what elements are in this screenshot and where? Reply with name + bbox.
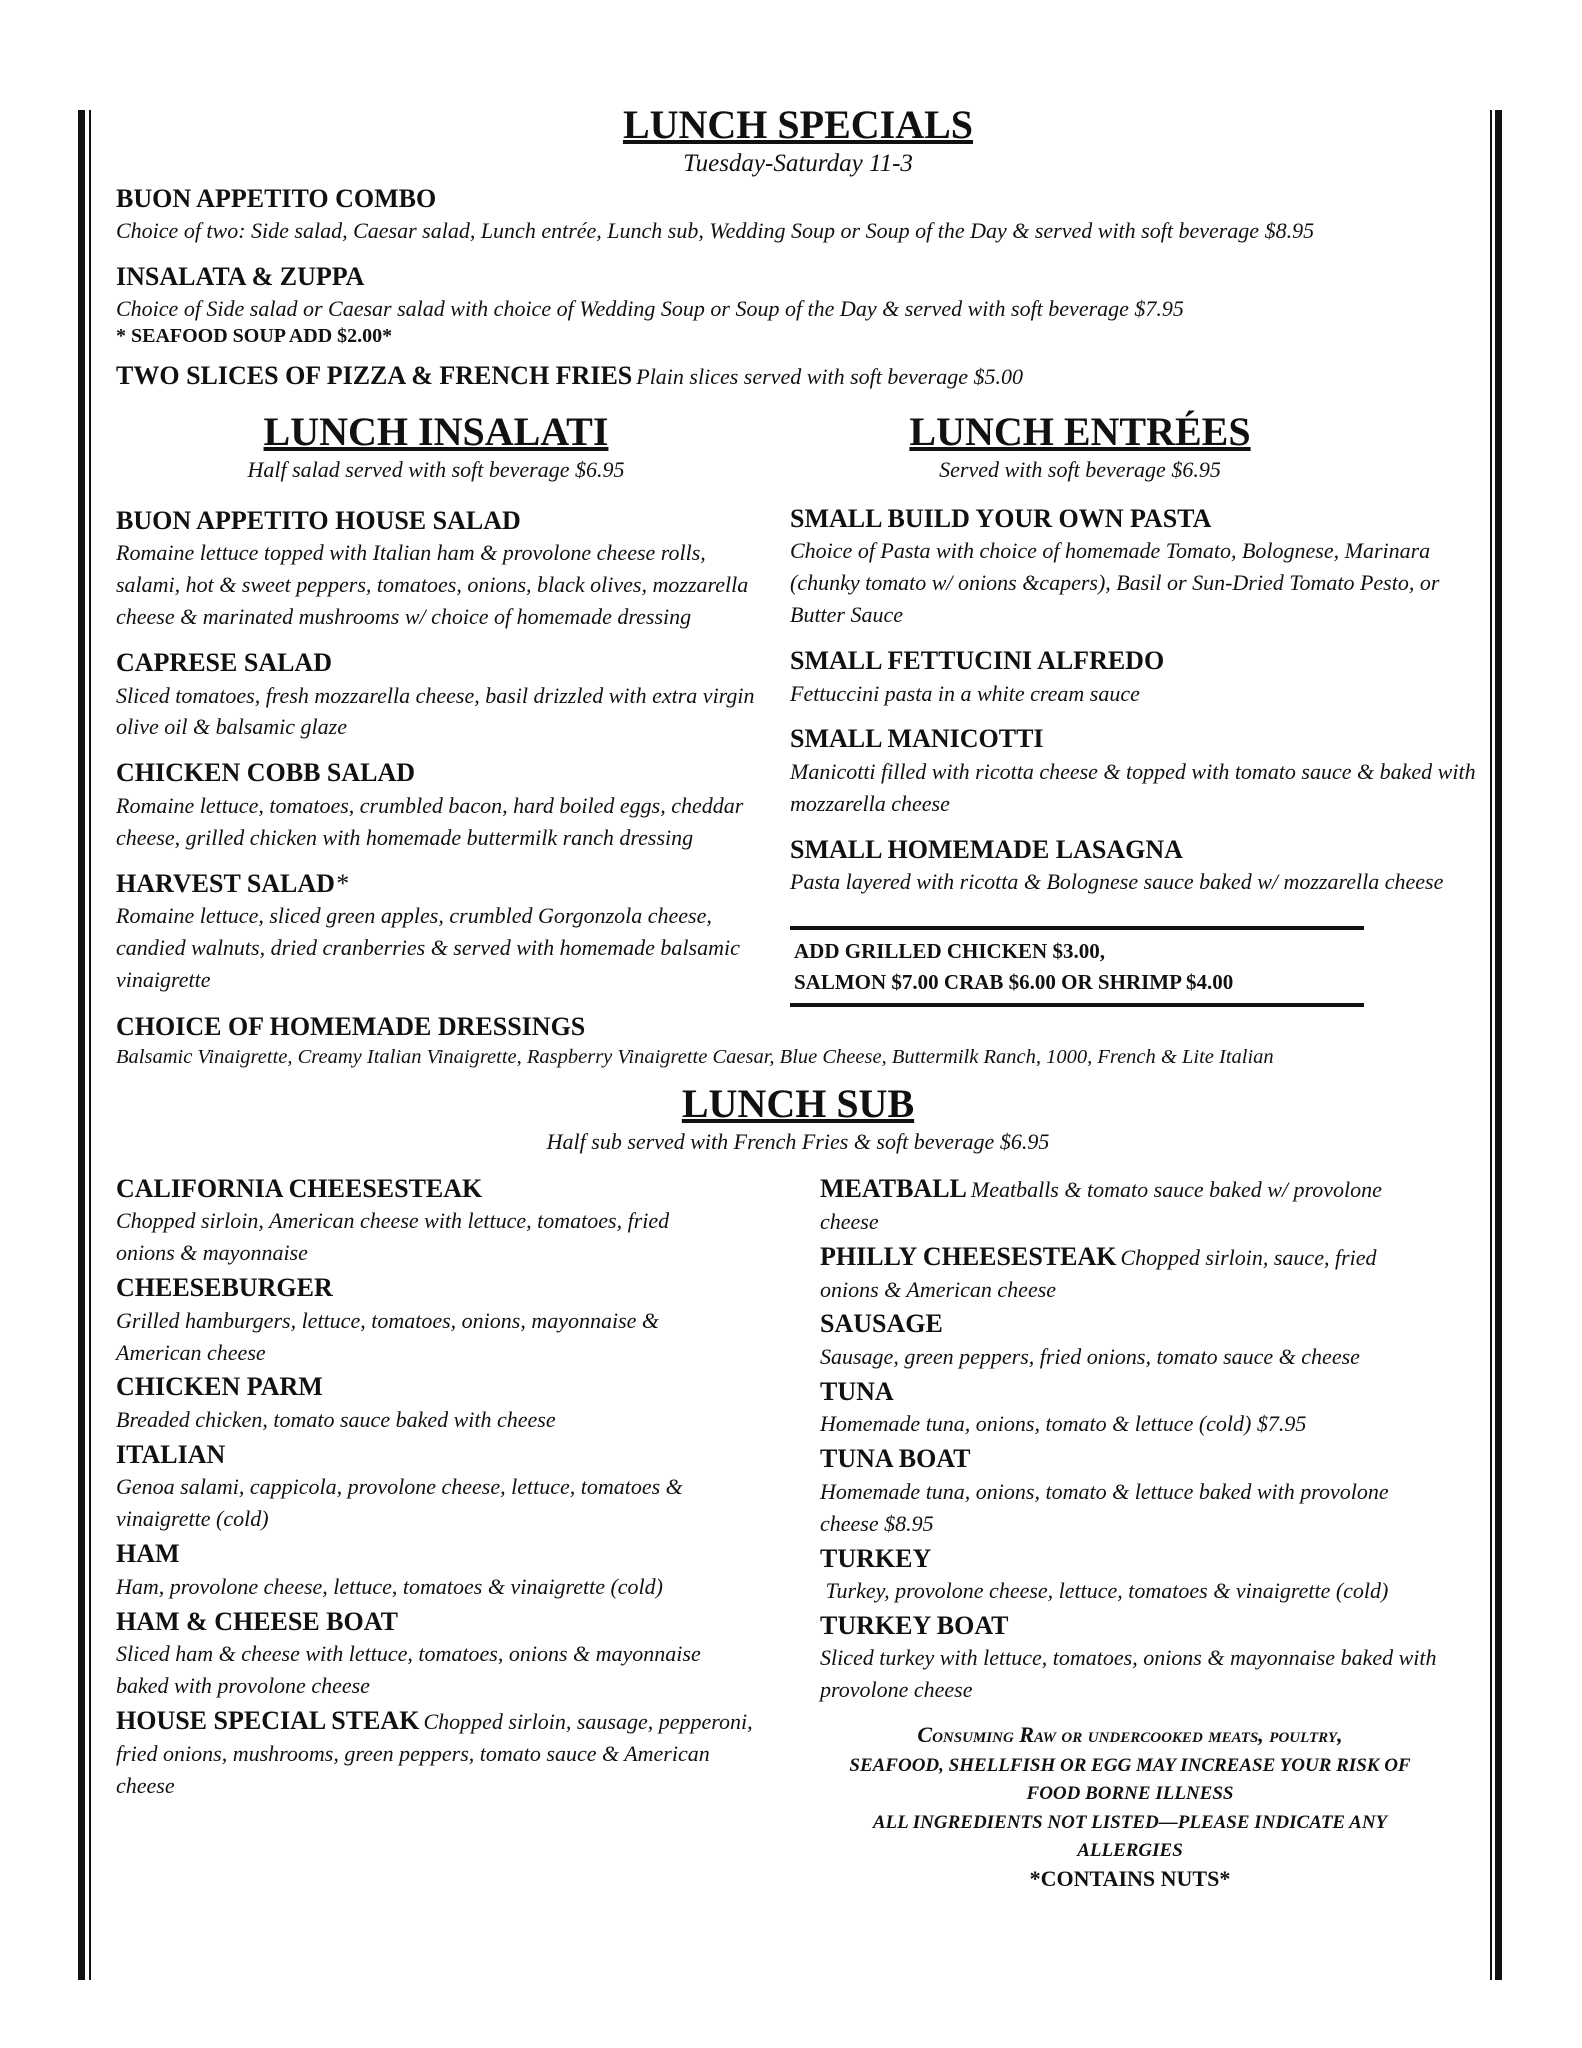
sub-item-title: CHEESEBURGER (116, 1273, 333, 1303)
insalati-item (116, 505, 766, 633)
entree-item-title: SMALL MANICOTTI (790, 724, 1044, 754)
sub-item (820, 1543, 1480, 1607)
insalati-header (116, 409, 756, 485)
entree-item-title: SMALL FETTUCINI ALFREDO (790, 646, 1165, 676)
entrees-subtitle: Served with soft beverage $6.95 (939, 457, 1221, 483)
dressings-section (116, 1011, 1480, 1073)
insalati-title: LUNCH INSALATI (263, 409, 609, 455)
sub-item-desc: Meatballs & tomato sauce baked w/ provolone cheese (820, 1176, 1382, 1234)
sub-item-title: TUNA BOAT (820, 1444, 971, 1474)
sub-item-desc: Breaded chicken, tomato sauce baked with cheese (116, 1406, 556, 1432)
entrees-column (790, 409, 1480, 1007)
notice-line (820, 1718, 1440, 1752)
right-border-thin (1490, 110, 1492, 1980)
insalati-item (116, 868, 766, 996)
sub-item (820, 1173, 1440, 1238)
entrees-title: LUNCH ENTRÉES (909, 409, 1251, 455)
sub-item-title: CHICKEN PARM (116, 1372, 323, 1402)
sub-item (820, 1241, 1440, 1306)
contains-nuts-mark: * (334, 868, 348, 898)
menu-page (116, 102, 1480, 1892)
specials-header (116, 102, 1480, 181)
sub-item-desc: Genoa salami, cappicola, provolone cheese, lettuce, tomatoes & vinaigrette (cold) (116, 1474, 683, 1532)
left-border-thick (78, 110, 85, 1980)
pizza-special (116, 360, 1480, 393)
combo-special (116, 183, 1480, 247)
subs-title: LUNCH SUB (681, 1081, 915, 1127)
sub-item-title: TUNA (820, 1376, 894, 1406)
allergy-notice: ALL INGREDIENTS NOT LISTED—PLEASE INDICATE ANY ALLERGIES (872, 1811, 1388, 1862)
sub-item (116, 1272, 756, 1368)
insalati-item-desc: Romaine lettuce, tomatoes, crumbled bacon, hard boiled eggs, cheddar cheese, grilled chicken with homemade buttermilk ranch dressing (116, 792, 744, 850)
sub-item (116, 1606, 756, 1702)
left-border-thin (89, 110, 91, 1980)
sub-item (116, 1371, 756, 1435)
right-border-thick (1495, 110, 1502, 1980)
entrees-header (790, 409, 1370, 485)
subs-right-column (820, 1173, 1480, 1892)
specials-title: LUNCH SPECIALS (622, 102, 974, 147)
sub-item-title: TURKEY BOAT (820, 1610, 1009, 1640)
notice-line-3: FOOD BORNE ILLNESS (1026, 1783, 1234, 1805)
entree-item (790, 645, 1480, 709)
sub-item-title: HAM & CHEESE BOAT (116, 1606, 398, 1636)
dressings-title: CHOICE OF HOMEMADE DRESSINGS (116, 1011, 586, 1041)
notice-line-2: SEAFOOD, SHELLFISH OR EGG MAY INCREASE YOUR RISK OF (849, 1754, 1411, 1776)
sub-item-title: HAM (116, 1539, 180, 1569)
add-protein-line: SALMON $7.00 CRAB $6.00 OR SHRIMP $4.00 (794, 969, 1234, 994)
subs-subtitle: Half sub served with French Fries & soft beverage $6.95 (546, 1129, 1050, 1155)
insalati-item (116, 647, 766, 743)
sub-item-desc: Sliced turkey with lettuce, tomatoes, onions & mayonnaise baked with provolone cheese (820, 1645, 1437, 1703)
entree-item (790, 723, 1480, 819)
sub-item (820, 1376, 1480, 1440)
insalati-item (116, 757, 766, 853)
entree-item (790, 503, 1480, 631)
sub-item (820, 1610, 1480, 1706)
insalati-item-desc: Romaine lettuce, sliced green apples, crumbled Gorgonzola cheese, candied walnuts, dried cranberries & served with homemade balsamic vinaigrette (116, 903, 740, 992)
insalati-entrees-columns (116, 409, 1480, 1007)
insalata-zuppa-special (116, 261, 1480, 348)
entree-item-desc: Choice of Pasta with choice of homemade Tomato, Bolognese, Marinara (chunky tomato w/ onions &capers), Basil or Sun-Dried Tomato Pesto, or Butter Sauce (790, 538, 1440, 628)
sub-item-desc: Ham, provolone cheese, lettuce, tomatoes & vinaigrette (cold) (116, 1573, 663, 1599)
insalata-zuppa-desc: Choice of Side salad or Caesar salad with choice of Wedding Soup or Soup of the Day & served with soft beverage $7.95 (116, 296, 1184, 322)
sub-item-desc: Chopped sirloin, sauce, fried onions & American cheese (820, 1244, 1377, 1302)
subs-header (116, 1081, 1480, 1157)
insalati-item-title: CHICKEN COBB SALAD (116, 758, 416, 788)
sub-item (116, 1705, 756, 1802)
pizza-desc: Plain slices served with soft beverage $5.00 (636, 364, 1024, 390)
entree-item-title: SMALL HOMEMADE LASAGNA (790, 834, 1183, 864)
insalati-column (116, 409, 766, 1007)
contains-nuts-note: *CONTAINS NUTS* (1029, 1865, 1231, 1891)
sub-item-desc: Homemade tuna, onions, tomato & lettuce (cold) $7.95 (820, 1411, 1307, 1437)
sub-item-title: SAUSAGE (820, 1309, 943, 1339)
sub-item (116, 1173, 756, 1269)
sub-item-desc: Sausage, green peppers, fried onions, tomato sauce & cheese (820, 1343, 1360, 1369)
insalati-item-title: BUON APPETITO HOUSE SALAD (116, 505, 521, 535)
health-notice (820, 1718, 1440, 1892)
sub-item (116, 1439, 756, 1535)
sub-item (116, 1538, 756, 1602)
sub-item-title: PHILLY CHEESESTEAK (820, 1241, 1117, 1271)
sub-item-desc: Chopped sirloin, sausage, pepperoni, fried onions, mushrooms, green peppers, tomato sauce & American cheese (116, 1708, 753, 1798)
seafood-soup-note: * SEAFOOD SOUP ADD $2.00* (116, 325, 393, 348)
insalati-item-desc: Sliced tomatoes, fresh mozzarella cheese, basil drizzled with extra virgin olive oil & balsamic glaze (116, 682, 755, 740)
entree-item-desc: Pasta layered with ricotta & Bolognese sauce baked w/ mozzarella cheese (790, 869, 1444, 895)
sub-item-desc: Chopped sirloin, American cheese with lettuce, tomatoes, fried onions & mayonnaise (116, 1208, 670, 1266)
sub-item (820, 1443, 1480, 1539)
entree-item (790, 834, 1480, 898)
insalati-item-title: CAPRESE SALAD (116, 648, 332, 678)
notice-line-1: Consuming Raw or undercooked meats, poultry, (917, 1722, 1343, 1748)
sub-item-desc: Homemade tuna, onions, tomato & lettuce baked with provolone cheese $8.95 (820, 1478, 1389, 1536)
insalata-zuppa-title: INSALATA & ZUPPA (116, 261, 365, 291)
harvest-salad-title: HARVEST SALAD (116, 868, 335, 898)
entree-item-desc: Fettuccini pasta in a white cream sauce (790, 680, 1140, 706)
subs-left-column (116, 1173, 756, 1892)
pizza-title: TWO SLICES OF PIZZA & FRENCH FRIES (116, 361, 633, 391)
sub-item-title: CALIFORNIA CHEESESTEAK (116, 1173, 483, 1203)
add-protein-line: ADD GRILLED CHICKEN $3.00, (794, 939, 1105, 964)
entree-item-title: SMALL BUILD YOUR OWN PASTA (790, 503, 1212, 533)
insalati-item-title (116, 868, 766, 901)
sub-item-title: ITALIAN (116, 1439, 226, 1469)
insalati-item-desc: Romaine lettuce topped with Italian ham & provolone cheese rolls, salami, hot & sweet peppers, tomatoes, onions, black olives, mozzarella cheese & marinated mushrooms w/ choice of homemade dressing (116, 540, 749, 630)
subs-columns (116, 1173, 1480, 1892)
sub-item-title: TURKEY (820, 1543, 932, 1573)
dressings-desc: Balsamic Vinaigrette, Creamy Italian Vinaigrette, Raspberry Vinaigrette Caesar, Blue Cheese, Buttermilk Ranch, 1000, French & Lite Italian (116, 1046, 1274, 1069)
insalati-subtitle: Half salad served with soft beverage $6.95 (247, 457, 625, 483)
entree-item-desc: Manicotti filled with ricotta cheese & topped with tomato sauce & baked with mozzarella cheese (790, 758, 1476, 816)
sub-item-title: MEATBALL (820, 1173, 967, 1203)
sub-item-title: HOUSE SPECIAL STEAK (116, 1705, 420, 1735)
sub-item-desc: Turkey, provolone cheese, lettuce, tomatoes & vinaigrette (cold) (820, 1578, 1389, 1603)
specials-subtitle: Tuesday-Saturday 11-3 (683, 150, 913, 177)
combo-title: BUON APPETITO COMBO (116, 183, 437, 213)
sub-item-desc: Grilled hamburgers, lettuce, tomatoes, onions, mayonnaise & American cheese (116, 1307, 660, 1365)
sub-item (820, 1308, 1480, 1372)
combo-desc: Choice of two: Side salad, Caesar salad, Lunch entrée, Lunch sub, Wedding Soup or Soup of the Day & served with soft beverage $8.95 (116, 218, 1315, 243)
sub-item-desc: Sliced ham & cheese with lettuce, tomatoes, onions & mayonnaise baked with provolone cheese (116, 1641, 701, 1698)
add-protein-box (790, 926, 1364, 1007)
